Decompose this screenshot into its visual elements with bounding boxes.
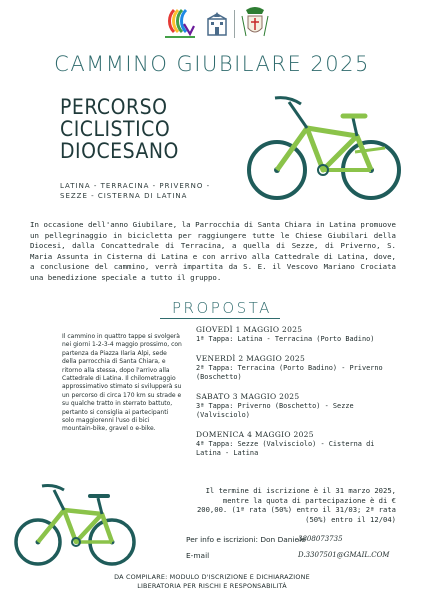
bicycle-illustration-bottom — [14, 476, 136, 570]
contact-email — [186, 551, 390, 560]
stage-date: GIOVEDÌ 1 MAGGIO 2025 — [196, 325, 303, 334]
contact-label: Per info e iscrizioni: Don Daniele — [186, 535, 306, 544]
route-title-line: DIOCESANO — [60, 139, 179, 163]
contact-info — [186, 535, 343, 544]
stage-item — [196, 354, 396, 382]
section-title: PROPOSTA — [172, 299, 272, 317]
stages-list — [196, 325, 396, 468]
bishop-crest-icon — [240, 6, 270, 40]
logo-divider — [234, 10, 235, 38]
logo-bar — [160, 6, 280, 42]
stage-date: SABATO 3 MAGGIO 2025 — [196, 392, 300, 401]
deadline-text: Il termine di iscrizione è il 31 marzo 2025, mentre la quota di partecipazione è di € 200,00. (1ª rata (50%) entro il 31/03; 2ª rata (50%) entro il 12/04) — [196, 486, 396, 524]
phone-number: 3808073735 — [298, 535, 343, 543]
stage-route: 1ª Tappa: Latina - Terracina (Porto Badino) — [196, 335, 375, 343]
stage-route: 2ª Tappa: Terracina (Porto Badino) - Priverno (Boschetto) — [196, 364, 383, 381]
church-icon — [204, 10, 230, 38]
bicycle-illustration — [245, 88, 405, 208]
email-label: E-mail — [186, 551, 210, 560]
route-places-line: LATINA - TERRACINA - PRIVERNO - — [60, 182, 211, 190]
route-title-line: CICLISTICO — [60, 117, 171, 141]
footer-line: LIBERATORIA PER RISCHI E RESPONSABILITÀ — [137, 582, 287, 590]
stage-item — [196, 325, 396, 344]
footer-line: DA COMPILARE: MODULO D'ISCRIZIONE E DICHIARAZIONE — [114, 573, 310, 581]
stage-date: VENERDÌ 2 MAGGIO 2025 — [196, 354, 306, 363]
stage-item — [196, 430, 396, 458]
email-address: D.3307501@GMAIL.COM — [298, 551, 390, 559]
stage-item — [196, 392, 396, 420]
stage-route: 4ª Tappa: Sezze (Valvisciolo) - Cisterna di Latina - Latina — [196, 440, 375, 457]
stage-date: DOMENICA 4 MAGGIO 2025 — [196, 430, 314, 439]
route-places-line: SEZZE - CISTERNA DI LATINA — [60, 192, 188, 200]
intro-paragraph: In occasione dell'anno Giubilare, la Parrocchia di Santa Chiara in Latina promuove un pellegrinaggio in bicicletta per raggiungere tutte le Chiese Giubilari della Diocesi, dalla Concattedrale di Terracina, a quella di Sezze, di Priverno, S. Maria Assunta in Cisterna di Latina e con arrivo alla Cattedrale di Latina, dove, a conclusione del cammino, verrà impartita da S. E. il Vescovo Mariano Crociata una benedizione speciale a tutto il gruppo. — [30, 220, 396, 282]
footer-note — [0, 573, 424, 591]
main-title: CAMMINO GIUBILARE 2025 — [54, 52, 370, 76]
jubilee-logo — [160, 6, 200, 42]
stage-route: 3ª Tappa: Priverno (Boschetto) - Sezze (Valvisciolo) — [196, 402, 354, 419]
route-title-line: PERCORSO — [60, 95, 168, 119]
route-description: Il cammino in quattro tappe si svolgerà nei giorni 1-2-3-4 maggio prossimo, con partenza da Piazza Ilaria Alpi, sede della parrocchia di Santa Chiara, e ritorno alla stessa, dopo l'arrivo alla Cattedrale di Latina. Il chilometraggio approssimativo stimato si svilupperà su un percorso di circa 170 km su strade e su qualche tratto in sterrato battuto, pertanto si consiglia ai partecipanti solo maggiorenni l'uso di bici mountain-bike, gravel o e-bike. — [62, 333, 182, 433]
section-divider — [160, 318, 280, 319]
